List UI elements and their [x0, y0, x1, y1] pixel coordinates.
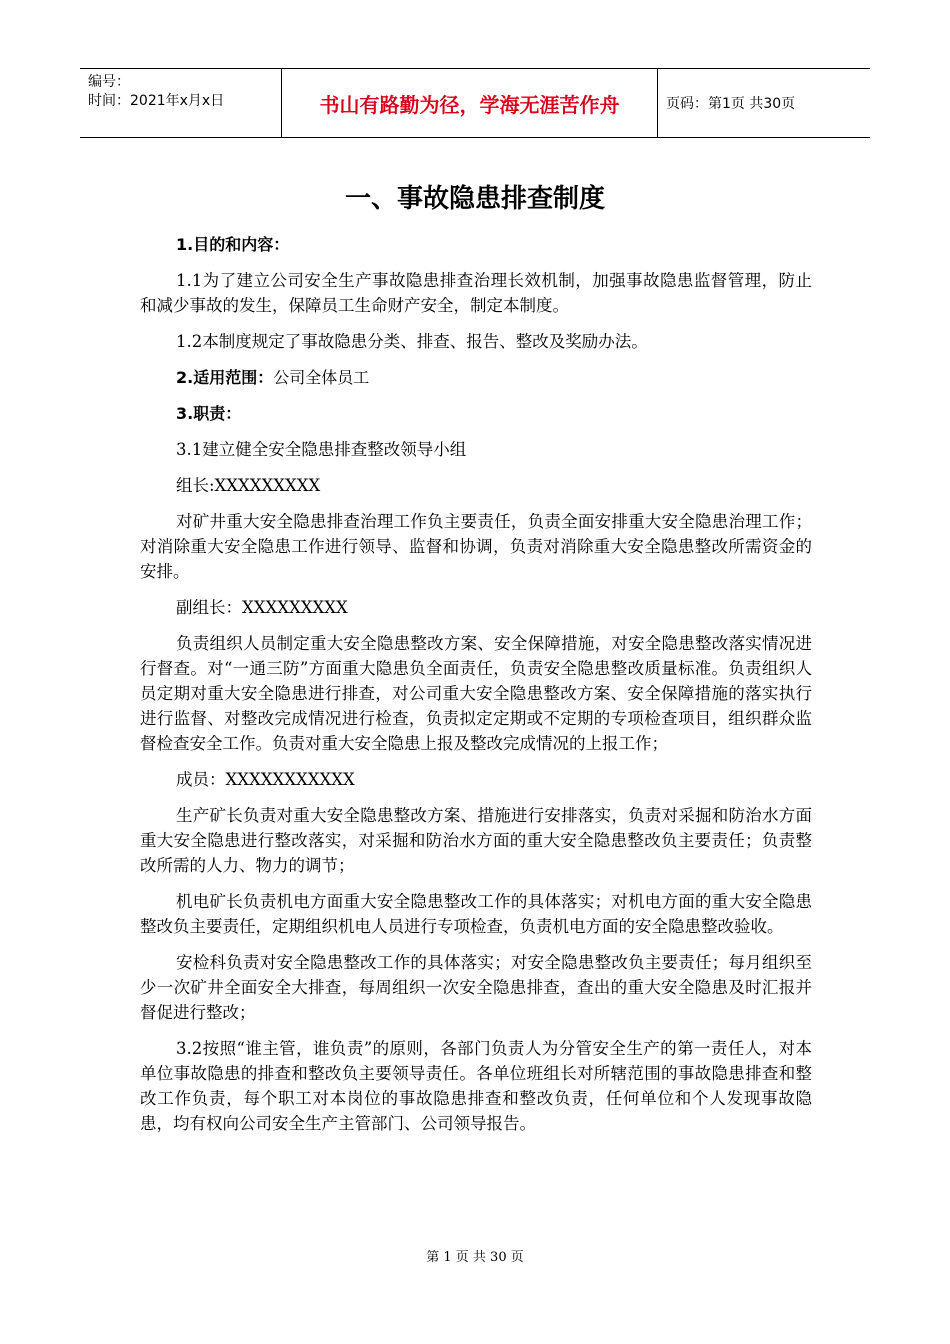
- leader-line: 组长:XXXXXXXXX: [176, 476, 321, 495]
- deputy-duty: 负责组织人员制定重大安全隐患整改方案、安全保障措施，对安全隐患整改落实情况进行督查。对“一通三防”方面重大隐患负全面责任，负责安全隐患整改质量标准。负责组织人员定期对重大安全隐患进行排查，对公司重大安全隐患整改方案、安全保障措施的落实执行进行监督、对整改完成情况进行检查，负责拟定定期或不定期的专项检查项目，组织群众监督检查安全工作。负责对重大安全隐患上报及整改完成情况的上报工作；: [140, 634, 812, 753]
- section-heading-3: 3.职责：: [176, 404, 242, 423]
- document-body: [140, 232, 812, 1147]
- page-footer: 第 1 页 共 30 页: [426, 1250, 524, 1265]
- scope-text: 公司全体员工: [273, 368, 370, 387]
- member-duty-2: 机电矿长负责机电方面重大安全隐患整改工作的具体落实；对机电方面的重大安全隐患整改负主要责任，定期组织机电人员进行专项检查，负责机电方面的安全隐患整改验收。: [140, 892, 812, 936]
- section-heading-1: 1.目的和内容：: [176, 235, 290, 254]
- member-duty-3: 安检科负责对安全隐患整改工作的具体落实；对安全隐患整改负主要责任；每月组织至少一次矿井全面安全大排查，每周组织一次安全隐患排查，查出的重大安全隐患及时汇报并督促进行整改；: [140, 953, 812, 1022]
- document-title: 一、事故隐患排查制度: [344, 184, 605, 214]
- paragraph-3-2: 3.2按照“谁主管，谁负责”的原则，各部门负责人为分管安全生产的第一责任人，对本单位事故隐患的排查和整改负主要领导责任。各单位班组长对所辖范围的事故隐患排查和整改工作负责，每个职工对本岗位的事故隐患排查和整改负责，任何单位和个人发现事故隐患，均有权向公司安全生产主管部门、公司领导报告。: [140, 1039, 812, 1133]
- header-motto: 书山有路勤为径，学海无涯苦作舟: [282, 69, 658, 137]
- member-duty-1: 生产矿长负责对重大安全隐患整改方案、措施进行安排落实，负责对采掘和防治水方面重大安全隐患进行整改落实，对采掘和防治水方面的重大安全隐患整改负主要责任；负责整改所需的人力、物力的调节；: [140, 806, 812, 875]
- paragraph-1-1: 1.1为了建立公司安全生产事故隐患排查治理长效机制，加强事故隐患监督管理，防止和减少事故的发生，保障员工生命财产安全，制定本制度。: [140, 271, 812, 315]
- paragraph-1-2: 1.2本制度规定了事故隐患分类、排查、报告、整改及奖励办法。: [176, 332, 648, 351]
- header-page-info: 页码：第1页 共30页: [666, 96, 796, 112]
- leader-duty: 对矿井重大安全隐患排查治理工作负主要责任，负责全面安排重大安全隐患治理工作；对消除重大安全隐患工作进行领导、监督和协调，负责对消除重大安全隐患整改所需资金的安排。: [140, 512, 812, 581]
- page-header: [80, 68, 870, 138]
- header-meta: [80, 69, 282, 137]
- members-line: 成员：XXXXXXXXXXX: [176, 770, 355, 789]
- deputy-line: 副组长：XXXXXXXXX: [176, 598, 348, 617]
- code-label: 编号：: [88, 74, 130, 90]
- date-label: 时间：2021年x月x日: [88, 93, 225, 109]
- paragraph-3-1: 3.1建立健全安全隐患排查整改领导小组: [176, 440, 467, 459]
- section-heading-2: 2.适用范围：公司全体员工: [176, 368, 370, 387]
